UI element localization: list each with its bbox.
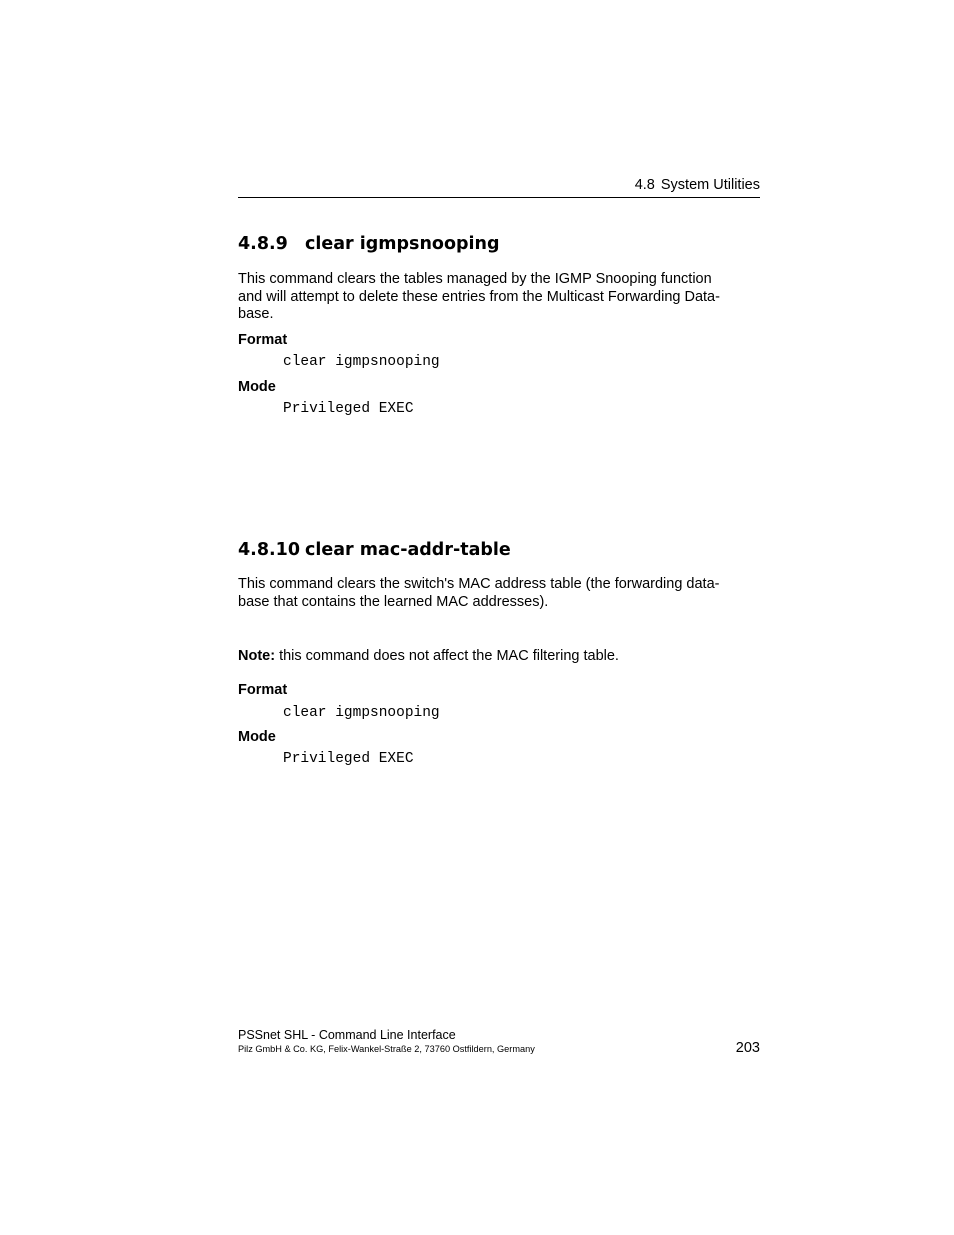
format-label: Format bbox=[238, 682, 288, 698]
description-line: base that contains the learned MAC addresses). bbox=[238, 593, 549, 610]
section-number: 4.8.10 bbox=[238, 540, 301, 560]
mode-value: Privileged EXEC bbox=[283, 751, 414, 767]
format-command: clear igmpsnooping bbox=[283, 354, 440, 370]
footer-document-title: PSSnet SHL - Command Line Interface bbox=[238, 1028, 456, 1042]
section-heading-clear-igmpsnooping bbox=[238, 233, 500, 255]
header-section-title: System Utilities bbox=[660, 177, 760, 193]
mode-value: Privileged EXEC bbox=[283, 401, 414, 417]
header-rule bbox=[238, 197, 760, 198]
description-line: base. bbox=[238, 306, 274, 322]
description-line: This command clears the tables managed by the IGMP Snooping function bbox=[238, 271, 712, 287]
page-number: 203 bbox=[735, 1040, 760, 1056]
section-description bbox=[238, 271, 760, 324]
note bbox=[238, 647, 619, 665]
header-section-number: 4.8 bbox=[634, 177, 655, 193]
mode-label: Mode bbox=[238, 379, 276, 395]
running-header bbox=[238, 176, 760, 194]
section-title: clear igmpsnooping bbox=[305, 234, 500, 254]
description-line: This command clears the switch's MAC address table (the forwarding data- bbox=[238, 576, 720, 592]
description-line: and will attempt to delete these entries from the Multicast Forwarding Data- bbox=[238, 288, 720, 305]
section-title: clear mac-addr-table bbox=[305, 540, 511, 560]
section-description bbox=[238, 576, 760, 611]
section-number: 4.8.9 bbox=[238, 234, 288, 254]
format-command: clear igmpsnooping bbox=[283, 705, 440, 721]
note-label: Note: bbox=[238, 648, 276, 664]
section-heading-clear-mac-addr-table bbox=[238, 539, 511, 561]
note-text: this command does not affect the MAC filtering table. bbox=[275, 648, 619, 664]
mode-label: Mode bbox=[238, 729, 276, 745]
footer-address: Pilz GmbH & Co. KG, Felix-Wankel-Straße 2, 73760 Ostfildern, Germany bbox=[238, 1044, 535, 1054]
format-label: Format bbox=[238, 332, 288, 348]
